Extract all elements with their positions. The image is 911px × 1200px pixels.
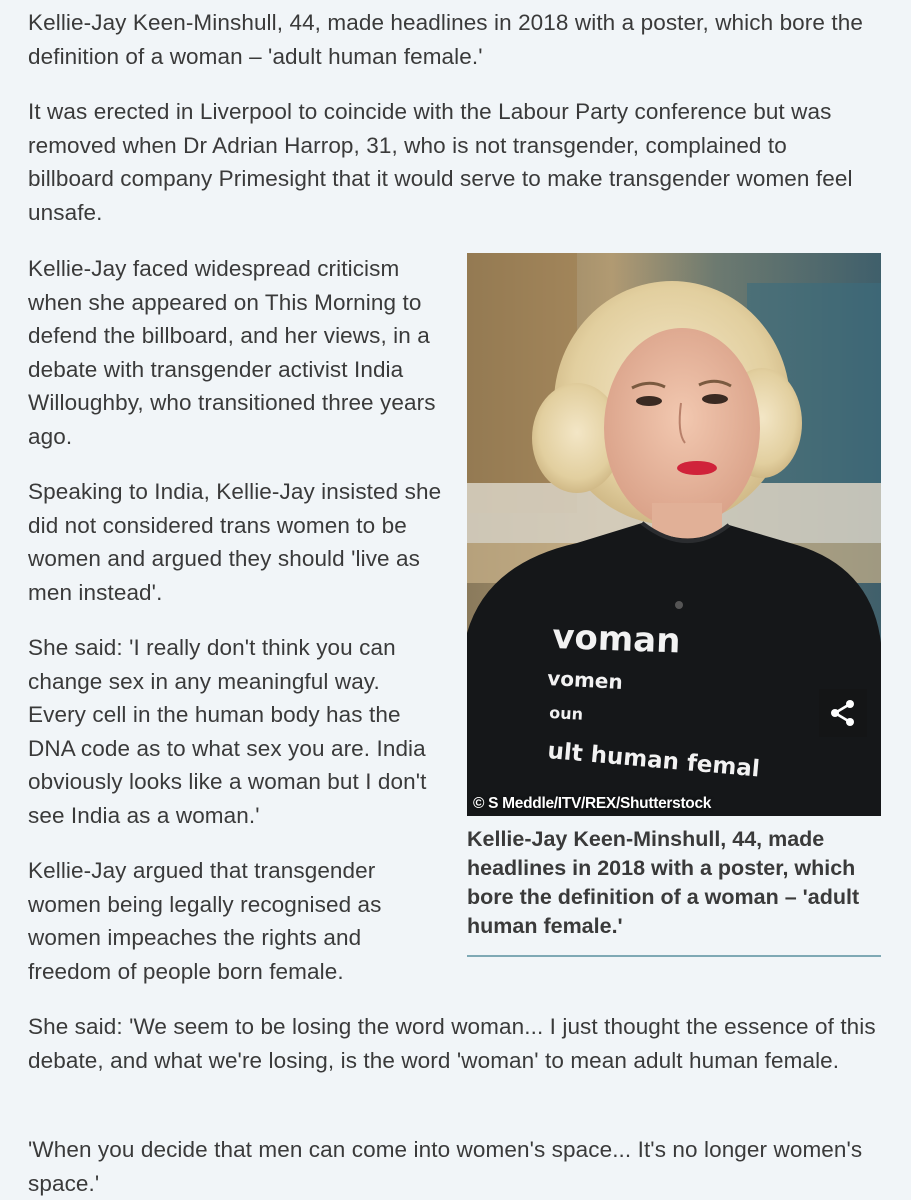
paragraph-8: 'When you decide that men can come into women's space... It's no longer women's space.' [28,1137,863,1196]
article-figure [467,253,881,957]
photo-caption: Kellie-Jay Keen-Minshull, 44, made headlines in 2018 with a poster, which bore the definition of a woman – 'adult human female.' [467,825,881,957]
paragraph-3: Kellie-Jay faced widespread criticism when she appeared on This Morning to defend the billboard, and her views, in a debate with transgender activist India Willoughby, who transitioned three years ago. [28,256,436,449]
share-button[interactable] [819,689,867,737]
photo-credit: © S Meddle/ITV/REX/Shutterstock [473,795,712,812]
paragraph-7: She said: 'We seem to be losing the word woman... I just thought the essence of this debate, and what we're losing, is the word 'woman' to mean adult human female. [28,1014,876,1073]
shirt-text-1: voman [551,617,682,662]
paragraph-1: Kellie-Jay Keen-Minshull, 44, made headlines in 2018 with a poster, which bore the definition of a woman – 'adult human female.' [28,10,863,69]
share-icon [828,698,858,728]
paragraph-5: She said: 'I really don't think you can change sex in any meaningful way. Every cell in the human body has the DNA code as to what sex you are. India obviously looks like a woman but I don't see India as a woman.' [28,635,427,828]
shirt-text-2: vomen [546,666,624,694]
article-photo [467,253,881,816]
paragraph-6: Kellie-Jay argued that transgender women being legally recognised as women impeaches the rights and freedom of people born female. [28,858,382,984]
shirt-text-4: ult human femal [546,738,761,783]
shirt-text-3: oun [548,703,584,724]
paragraph-2: It was erected in Liverpool to coincide with the Labour Party conference but was removed when Dr Adrian Harrop, 31, who is not transgender, complained to billboard company Primesight that it would serve to make transgender women feel unsafe. [28,99,853,225]
paragraph-4: Speaking to India, Kellie-Jay insisted she did not considered trans women to be women and argued they should 'live as men instead'. [28,479,442,605]
